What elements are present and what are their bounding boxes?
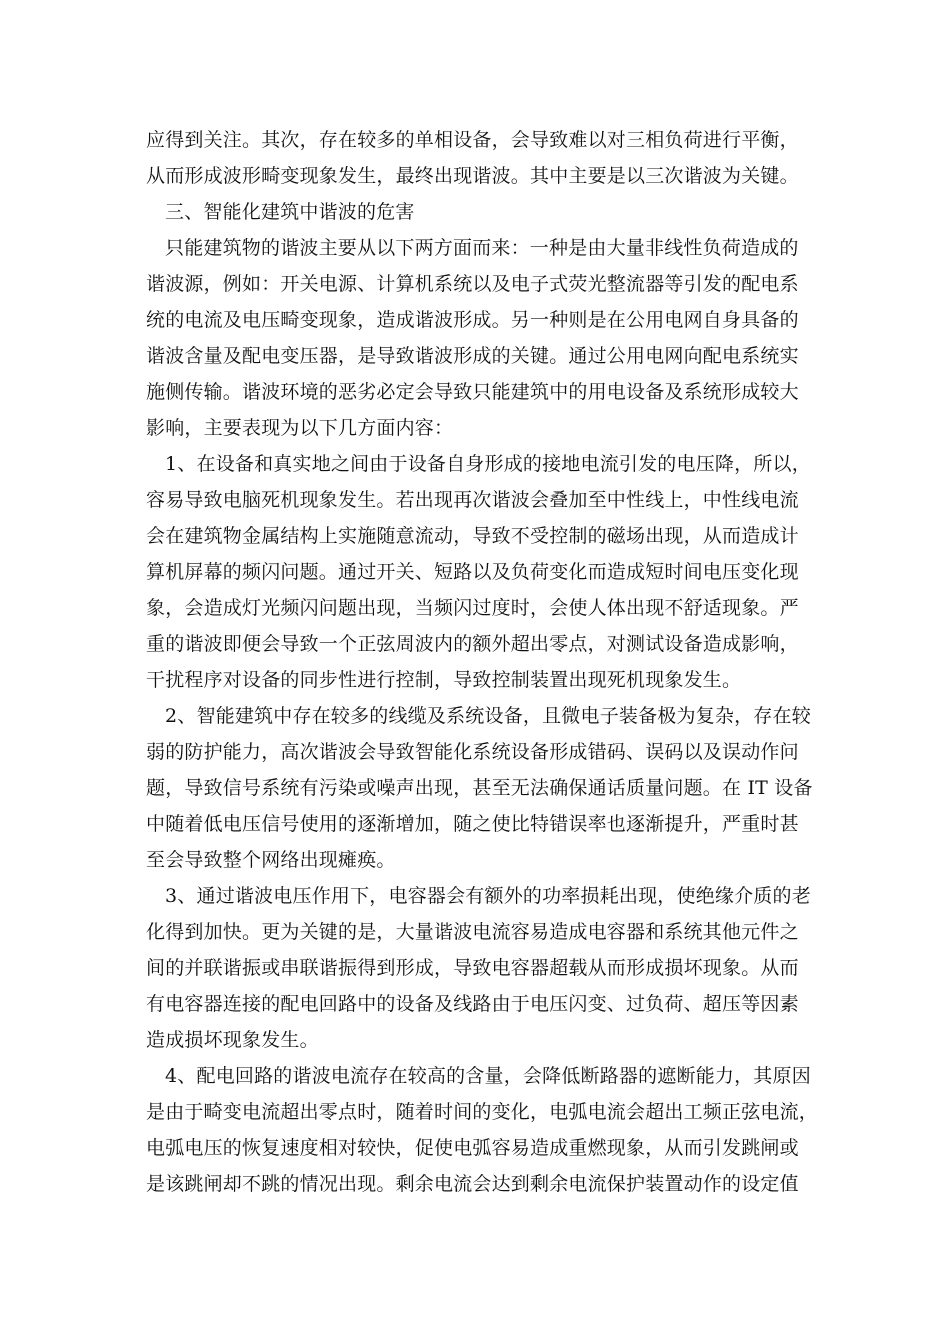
text-line: 会在建筑物金属结构上实施随意流动，导致不受控制的磁场出现，从而造成计 [146,525,799,547]
text-line: 谐波含量及配电变压器，是导致谐波形成的关键。通过公用电网向配电系统实 [146,345,799,367]
text-line: 统的电流及电压畸变现象，造成谐波形成。另一种则是在公用电网自身具备的 [146,309,799,331]
text-line: 中随着低电压信号使用的逐渐增加，随之使比特错误率也逐渐提升，严重时甚 [146,813,799,835]
text-line: 是由于畸变电流超出零点时，随着时间的变化，电弧电流会超出工频正弦电流， [146,1101,819,1123]
text-line: 电弧电压的恢复速度相对较快，促使电弧容易造成重燃现象，从而引发跳闸或 [146,1137,799,1159]
text-line: 是该跳闸却不跳的情况出现。剩余电流会达到剩余电流保护装置动作的设定值 [146,1173,799,1195]
text-line: 化得到加快。更为关键的是，大量谐波电流容易造成电容器和系统其他元件之 [146,921,799,943]
text-line: 有电容器连接的配电回路中的设备及线路由于电压闪变、过负荷、超压等因素 [146,993,799,1015]
text-line: 造成损坏现象发生。 [146,1029,319,1051]
text-line: 题，导致信号系统有污染或噪声出现，甚至无法确保通话质量问题。在 IT 设备 [146,777,813,799]
text-line: 弱的防护能力，高次谐波会导致智能化系统设备形成错码、误码以及误动作问 [146,741,799,763]
list-item-2: 2、智能建筑中存在较多的线缆及系统设备，且微电子装备极为复杂，存在较 [165,705,811,727]
text-line: 从而形成波形畸变现象发生，最终出现谐波。其中主要是以三次谐波为关键。 [146,165,799,187]
list-item-4: 4、配电回路的谐波电流存在较高的含量，会降低断路器的遮断能力，其原因 [165,1065,811,1087]
text-line: 重的谐波即便会导致一个正弦周波内的额外超出零点，对测试设备造成影响， [146,633,799,655]
list-item-1: 1、在设备和真实地之间由于设备自身形成的接地电流引发的电压降，所以， [165,453,811,475]
text-line: 算机屏幕的频闪问题。通过开关、短路以及负荷变化而造成短时间电压变化现 [146,561,799,583]
text-line: 间的并联谐振或串联谐振得到形成，导致电容器超载从而形成损坏现象。从而 [146,957,799,979]
text-line: 至会导致整个网络出现瘫痪。 [146,849,396,871]
text-line: 施侧传输。谐波环境的恶劣必定会导致只能建筑中的用电设备及系统形成较大 [146,381,799,403]
text-line: 应得到关注。其次，存在较多的单相设备，会导致难以对三相负荷进行平衡， [146,129,799,151]
text-line: 谐波源，例如：开关电源、计算机系统以及电子式荧光整流器等引发的配电系 [146,273,799,295]
text-line: 干扰程序对设备的同步性进行控制，导致控制装置出现死机现象发生。 [146,669,742,691]
text-line: 影响，主要表现为以下几方面内容： [146,417,454,439]
list-item-3: 3、通过谐波电压作用下，电容器会有额外的功率损耗出现，使绝缘介质的老 [165,885,811,907]
text-line: 只能建筑物的谐波主要从以下两方面而来：一种是由大量非线性负荷造成的 [165,237,799,259]
text-line: 象，会造成灯光频闪问题出现，当频闪过度时，会使人体出现不舒适现象。严 [146,597,799,619]
section-heading: 三、智能化建筑中谐波的危害 [165,201,415,223]
text-line: 容易导致电脑死机现象发生。若出现再次谐波会叠加至中性线上，中性线电流 [146,489,799,511]
